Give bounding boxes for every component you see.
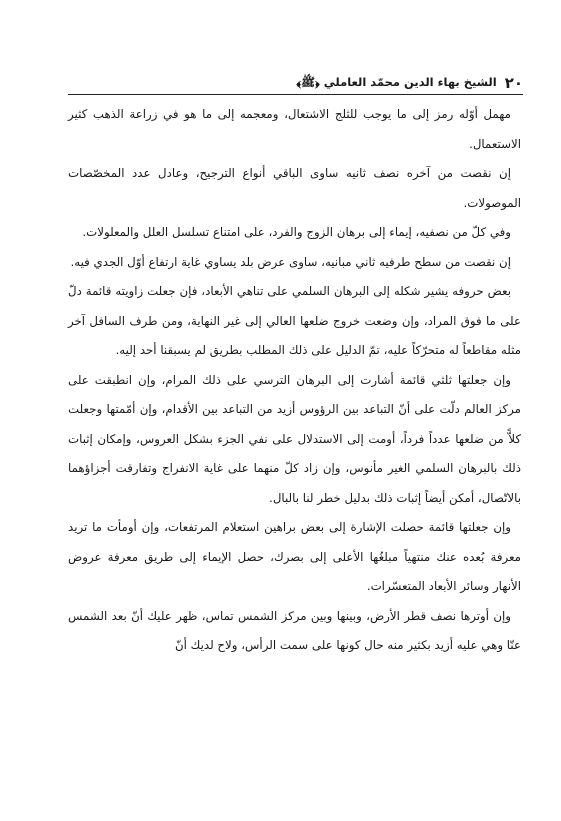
page-number: ٢٠: [504, 74, 523, 92]
paragraph: وفي كلّ من نصفيه، إيماء إلى برهان الزوج والفرد، على امتناع تسلسل العلل والمعلولات.: [82, 225, 511, 239]
paragraph: بعض حروفه يشير شكله إلى البرهان السلمي على تناهي الأبعاد، فإن جعلت زاويته قائمة دلّ على ما فوق المراد، وإن وضعت خروج ضلعها العالي إلى غير النهاية، ومن طرف السافل آخر مثله مقاطعاً له متحرّكاً عليه، تمّ الدليل على ذلك المطلب بطريق لم يسبقنا أحد إليه.: [68, 284, 521, 357]
paragraph: وإن جعلتها ثلثي قائمة أشارت إلى البرهان الترسي على ذلك المرام، وإن انطبقت على مركز العالم دلّت على أنّ التباعد بين الرؤوس أزيد من التباعد بين الأقدام، وإن أمّمتها وجعلت كلاًّ من ضلعها عدداً فرداً، أومت إلى الاستدلال على نفي الجزء بشكل العروس، وإمكان إثبات ذلك بالبرهان السلمي الغير مأنوس، وإن زاد كلّ منهما على غاية الانفراج وتفارقت أجزاؤهما بالاتّصال، أمكن أيضاً إثبات ذلك بدليل خطر لنا بالبال.: [68, 372, 521, 505]
paragraph: إن نقصت من سطح طرفيه ثاني مبانيه، ساوى عرض بلد يساوي غاية ارتفاع أوّل الجدي فيه.: [70, 254, 511, 269]
body-text: [68, 100, 521, 661]
paragraph: إن نقصت من آخره نصف ثانيه ساوى الباقي أنواع الترجيح، وعادل عدد المخصّصات الموصولات.: [68, 166, 521, 210]
paragraph: وإن أوترها نصف قطر الأرض، وبينها وبين مركز الشمس تماس، ظهر عليك أنّ بعد الشمس عنّا وهي عليه أزيد بكثير منه حال كونها على سمت الرأس، ولاح لديك أنّ: [68, 608, 521, 652]
page-header: [68, 72, 523, 95]
running-title: الشيخ بهاء الدين محمّد العاملي ﴿ﷺ﴾: [296, 74, 497, 89]
paragraph: وإن جعلتها قائمة حصلت الإشارة إلى بعض براهين استعلام المرتفعات، وإن أومأت ما تريد معرفة بُعده عنك منتهياً مبلغُها الأعلى إلى بصرك، حصل الإيماء إلى طريق معرفة عروض الأنهار وسائر الأبعاد المتعسّرات.: [68, 520, 521, 593]
paragraph: مهمل أوّله رمز إلى ما يوجب للثلج الاشتعال، ومعجمه إلى ما هو في زراعة الذهب كثير الاستعمال.: [68, 107, 521, 151]
